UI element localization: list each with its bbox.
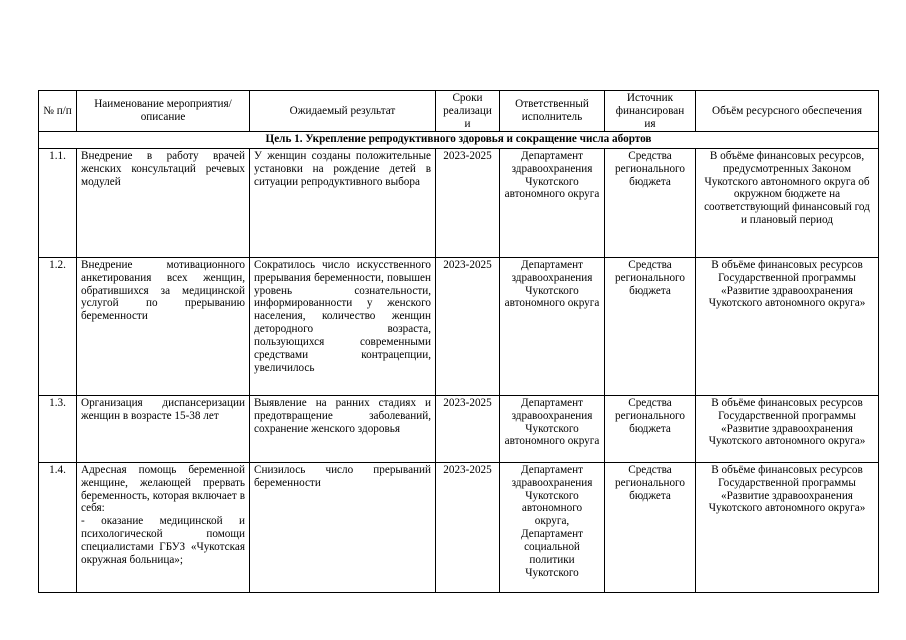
goal-title: Цель 1. Укрепление репродуктивного здоровья и сокращение числа абортов <box>39 131 879 148</box>
row-result: Выявление на ранних стадиях и предотвращение заболеваний, сохранение женского здоровья <box>250 395 436 462</box>
table-row <box>39 462 879 592</box>
table-header-row <box>39 91 879 132</box>
row-source: Средства регионального бюджета <box>605 395 696 462</box>
header-num: № п/п <box>39 91 77 132</box>
row-responsible: Департамент здравоохранения Чукотского автономного округа <box>500 257 605 395</box>
row-result: У женщин созданы положительные установки на рождение детей в ситуации репродуктивного выбора <box>250 148 436 257</box>
row-term: 2023-2025 <box>436 148 500 257</box>
row-name: Внедрение мотивационного анкетирования всех женщин, обратившихся за медицинской услугой по прерыванию беременности <box>77 257 250 395</box>
row-name: Адресная помощь беременной женщине, желающей прервать беременность, которая включает в себя: - оказание медицинской и психологической помощи специалистами ГБУЗ «Чукотская окружная больница»; <box>77 462 250 592</box>
row-term: 2023-2025 <box>436 395 500 462</box>
row-responsible: Департамент здравоохранения Чукотского автономного округа <box>500 148 605 257</box>
row-term: 2023-2025 <box>436 257 500 395</box>
header-responsible: Ответственный исполнитель <box>500 91 605 132</box>
row-responsible: Департамент здравоохранения Чукотского автономного округа, Департамент социальной политики Чукотского <box>500 462 605 592</box>
row-source: Средства регионального бюджета <box>605 148 696 257</box>
row-name: Внедрение в работу врачей женских консультаций речевых модулей <box>77 148 250 257</box>
table-row <box>39 395 879 462</box>
goal-row <box>39 131 879 148</box>
table-row <box>39 257 879 395</box>
row-num: 1.4. <box>39 462 77 592</box>
row-result: Снизилось число прерываний беременности <box>250 462 436 592</box>
row-result: Сократилось число искусственного прерывания беременности, повышен уровень сознательности, информированности у женского населения, количество женщин детородного возраста, пользующихся современными средствами контрацепции, увеличилось <box>250 257 436 395</box>
table-row <box>39 148 879 257</box>
row-volume: В объёме финансовых ресурсов Государственной программы «Развитие здравоохранения Чукотского автономного округа» <box>696 395 879 462</box>
row-num: 1.3. <box>39 395 77 462</box>
header-name: Наименование мероприятия/ описание <box>77 91 250 132</box>
header-volume: Объём ресурсного обеспечения <box>696 91 879 132</box>
row-volume: В объёме финансовых ресурсов Государственной программы «Развитие здравоохранения Чукотского автономного округа» <box>696 462 879 592</box>
row-responsible: Департамент здравоохранения Чукотского автономного округа <box>500 395 605 462</box>
header-term: Сроки реализаци и <box>436 91 500 132</box>
row-source: Средства регионального бюджета <box>605 462 696 592</box>
row-volume: В объёме финансовых ресурсов Государственной программы «Развитие здравоохранения Чукотского автономного округа» <box>696 257 879 395</box>
header-source: Источник финансирован ия <box>605 91 696 132</box>
row-name: Организация диспансеризации женщин в возрасте 15-38 лет <box>77 395 250 462</box>
row-num: 1.2. <box>39 257 77 395</box>
row-volume: В объёме финансовых ресурсов, предусмотренных Законом Чукотского автономного округа об окружном бюджете на соответствующий финансовый год и плановый период <box>696 148 879 257</box>
header-result: Ожидаемый результат <box>250 91 436 132</box>
measures-table <box>38 90 879 593</box>
row-source: Средства регионального бюджета <box>605 257 696 395</box>
row-term: 2023-2025 <box>436 462 500 592</box>
row-num: 1.1. <box>39 148 77 257</box>
